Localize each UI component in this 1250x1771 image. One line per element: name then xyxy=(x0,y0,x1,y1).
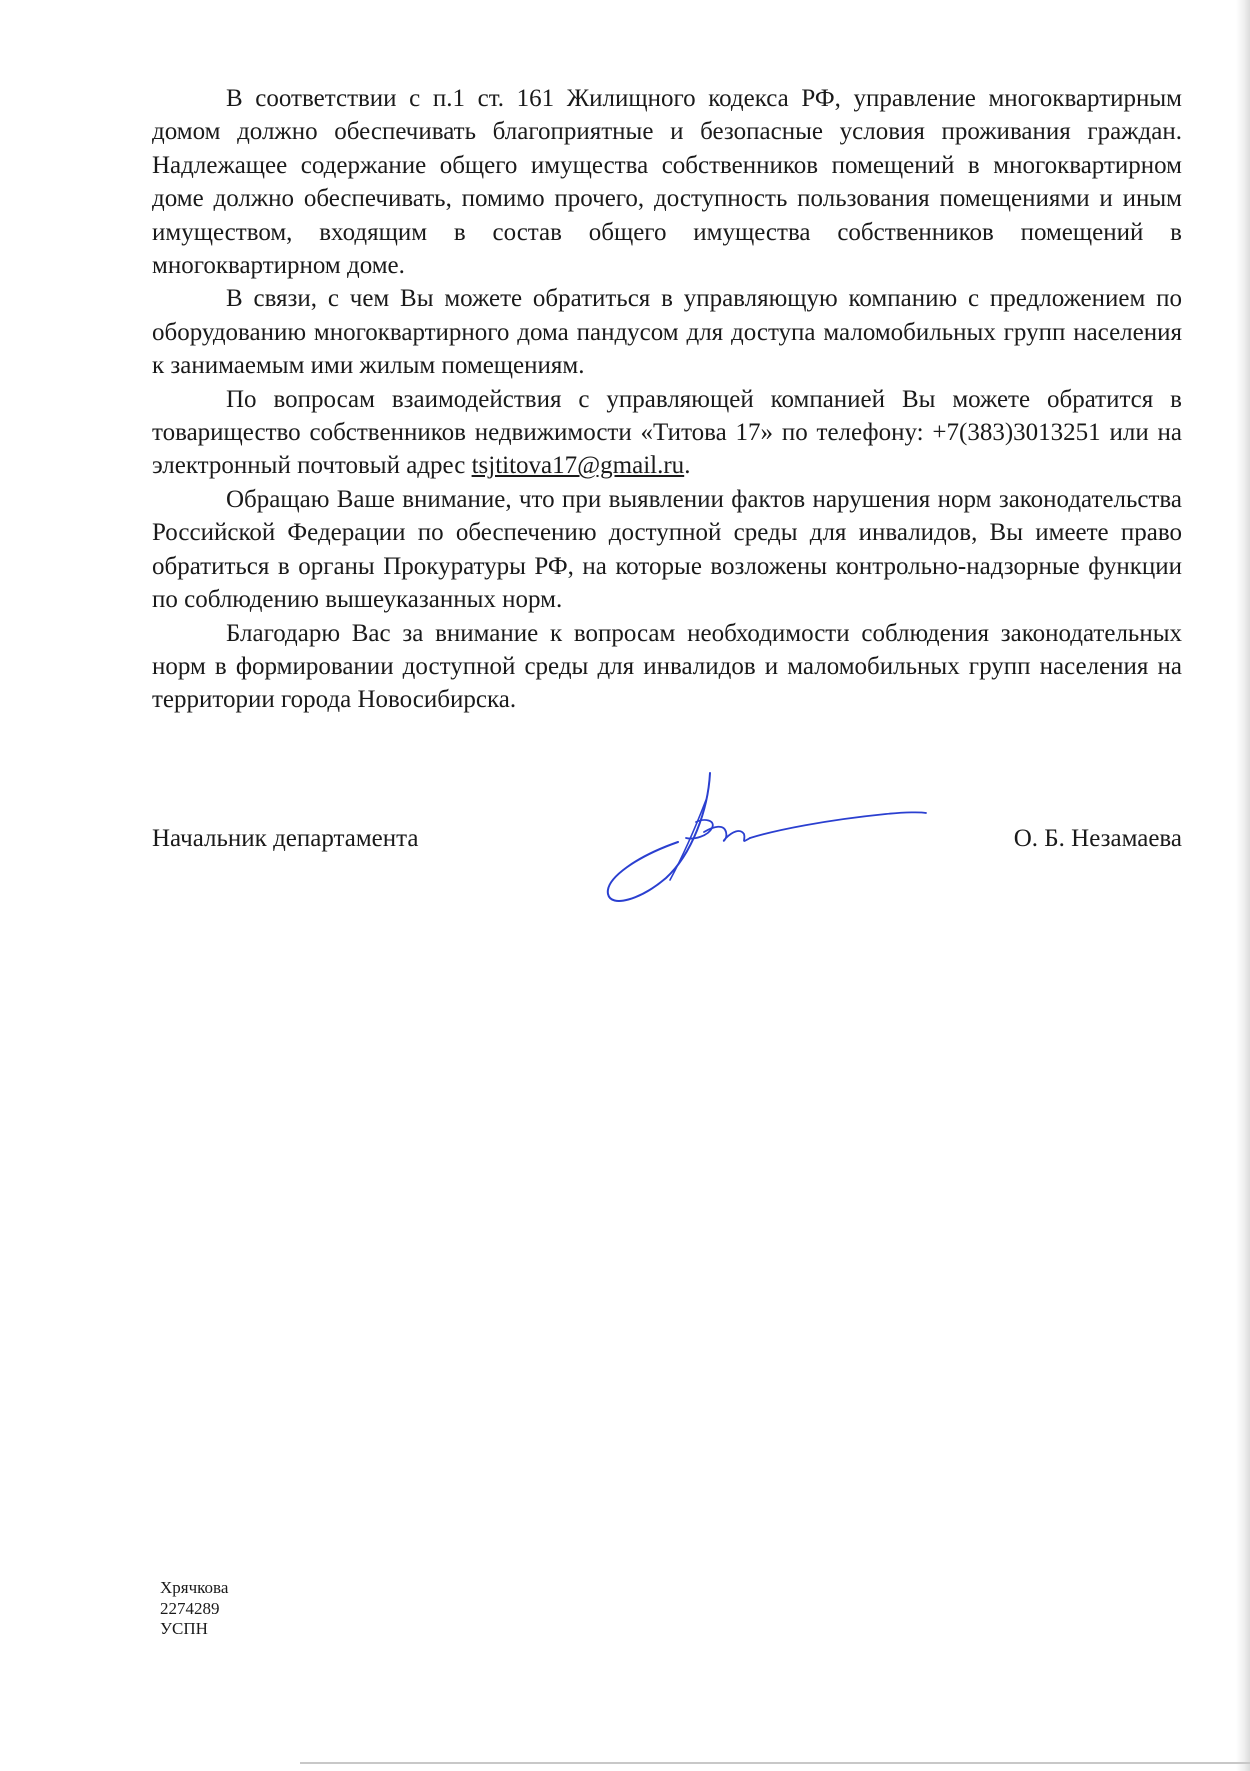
position-title: Начальник департамента xyxy=(152,825,419,852)
signer-name: О. Б. Незамаева xyxy=(1013,825,1182,852)
paragraph-contacts: По вопросам взаимодействия с управляющей компанией Вы можете обратится в товарищество собственников недвижимости «Титова 17» по телефону: +7(383)3013251 или на электронный почтовый адрес tsjtitova17@gmail.ru. xyxy=(152,385,1182,480)
paragraph-recommendation: В связи, с чем Вы можете обратиться в управляющую компанию с предложением по оборудованию многоквартирного дома пандусом для доступа маломобильных групп населения к занимаемым ими жилым помещениям. xyxy=(152,285,1182,380)
executor-name: Хрячкова xyxy=(160,1578,229,1597)
letter-body xyxy=(152,82,1182,717)
executor-department: УСПН xyxy=(160,1619,208,1638)
handwritten-signature xyxy=(596,770,956,910)
email-address: tsjtitova17@gmail.ru xyxy=(471,452,685,480)
paragraph-legal-basis: В соответствии с п.1 ст. 161 Жилищного кодекса РФ, управление многоквартирным домом должно обеспечивать благоприятные и безопасные условия проживания граждан. Надлежащее содержание общего имущества собственников помещений в многоквартирном доме должно обеспечивать, помимо прочего, доступность пользования помещениями и иным имуществом, входящим в состав общего имущества собственников помещений в многоквартирном доме. xyxy=(152,85,1182,280)
scan-bottom-edge xyxy=(300,1762,1250,1764)
executor-info xyxy=(160,1578,228,1640)
scan-edge-shadow xyxy=(1236,0,1250,1771)
executor-phone: 2274289 xyxy=(160,1598,220,1618)
paragraph-prosecutor-notice: Обращаю Ваше внимание, что при выявлении фактов нарушения норм законодательства Российской Федерации по обеспечению доступной среды для инвалидов, Вы имеете право обратиться в органы Прокуратуры РФ, на которые возложены контрольно-надзорные функции по соблюдению вышеуказанных норм. xyxy=(152,485,1182,614)
paragraph-gratitude: Благодарю Вас за внимание к вопросам необходимости соблюдения законодательных норм в формировании доступной среды для инвалидов и маломобильных групп населения на территории города Новосибирска. xyxy=(152,619,1182,714)
